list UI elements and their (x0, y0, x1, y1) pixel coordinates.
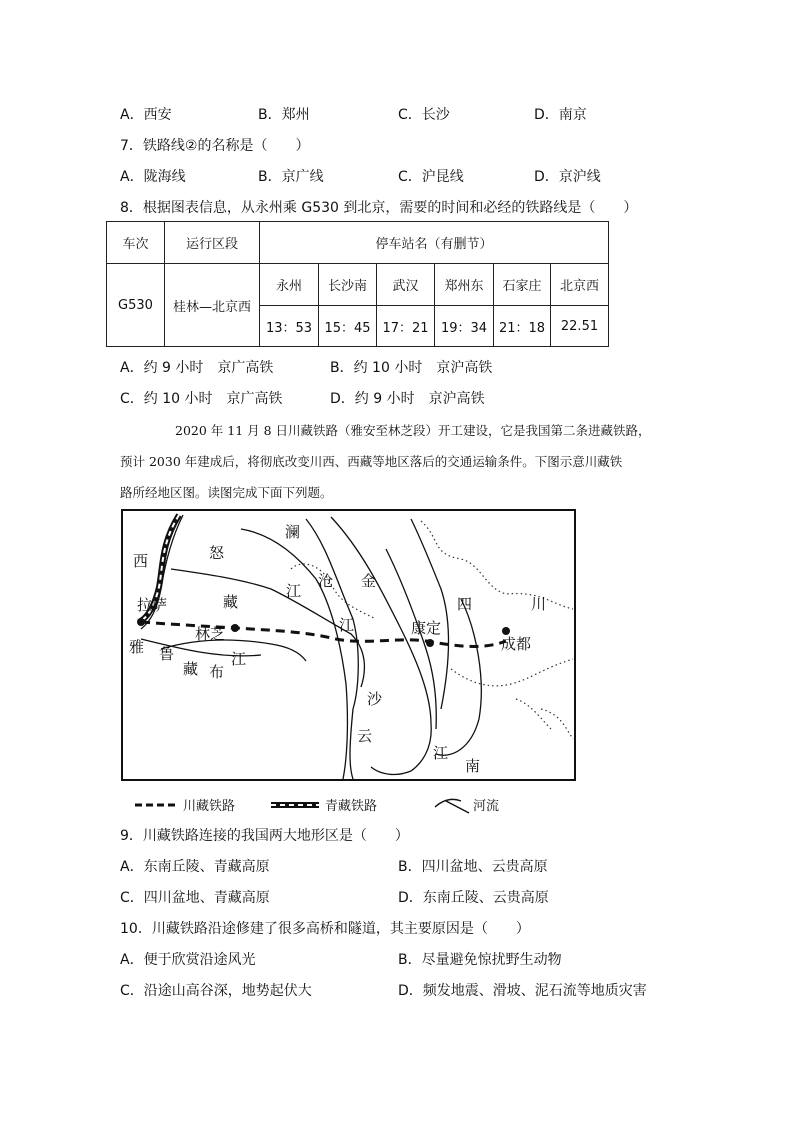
table-time: 21：18 (494, 306, 551, 347)
map-label-lhasa: 拉萨 (137, 596, 168, 614)
table-time: 13：53 (260, 306, 319, 347)
map-label: 藏 (183, 660, 199, 678)
q10-option-a[interactable]: A．便于欣赏沿途风光 (120, 952, 256, 968)
q8-option-d[interactable]: D．约 9 小时 京沪高铁 (330, 391, 485, 407)
q9-option-d[interactable]: D．东南丘陵、云贵高原 (398, 890, 549, 906)
table-header-stations: 停车站名（有删节） (260, 222, 609, 264)
map-label: 布 (209, 663, 225, 681)
q10-option-b[interactable]: B．尽量避免惊扰野生动物 (398, 952, 562, 968)
map-label: 四 (457, 595, 473, 613)
q9-stem: 9．川藏铁路连接的我国两大地形区是（ ） (120, 828, 409, 844)
q7-option-a[interactable]: A．陇海线 (120, 169, 186, 185)
q9-option-c[interactable]: C．四川盆地、青藏高原 (120, 890, 270, 906)
q6-option-b[interactable]: B．郑州 (258, 107, 310, 123)
q9-option-a[interactable]: A．东南丘陵、青藏高原 (120, 859, 270, 875)
q8-stem: 8．根据图表信息，从永州乘 G530 到北京，需要的时间和必经的铁路线是（ ） (120, 200, 638, 216)
table-station: 郑州东 (435, 264, 494, 306)
q9-option-b[interactable]: B．四川盆地、云贵高原 (398, 859, 548, 875)
table-station: 长沙南 (319, 264, 377, 306)
table-time: 22.51 (551, 306, 609, 347)
table-station: 北京西 (551, 264, 609, 306)
kangding-dot (426, 639, 434, 647)
linzhi-dot (231, 624, 239, 632)
table-time: 17：21 (377, 306, 435, 347)
q6-option-c[interactable]: C．长沙 (398, 107, 450, 123)
map-label-linzhi: 林芝 (195, 625, 226, 643)
passage-text (120, 415, 676, 508)
table-section: 桂林—北京西 (165, 264, 260, 347)
q7-option-c[interactable]: C．沪昆线 (398, 169, 464, 185)
table-train-number: G530 (107, 264, 165, 347)
table-station: 武汉 (377, 264, 435, 306)
q6-option-d[interactable]: D．南京 (534, 107, 587, 123)
map-label: 云 (357, 727, 373, 745)
q8-option-a[interactable]: A．约 9 小时 京广高铁 (120, 360, 274, 376)
passage-line: 2020 年 11 月 8 日川藏铁路（雅安至林芝段）开工建设，它是我国第二条进藏铁路， (175, 423, 651, 438)
q10-option-c[interactable]: C．沿途山高谷深，地势起伏大 (120, 983, 312, 999)
q8-option-c[interactable]: C．约 10 小时 京广高铁 (120, 391, 283, 407)
passage-line: 预计 2030 年建成后，将彻底改变川西、西藏等地区落后的交通运输条件。下图示意川藏铁 (120, 454, 623, 469)
q10-stem: 10．川藏铁路沿途修建了很多高桥和隧道，其主要原因是（ ） (120, 921, 530, 937)
map-label: 江 (286, 582, 302, 600)
table-station: 永州 (260, 264, 319, 306)
q7-option-b[interactable]: B．京广线 (258, 169, 324, 185)
map-label: 江 (433, 744, 449, 762)
q8-option-b[interactable]: B．约 10 小时 京沪高铁 (330, 360, 493, 376)
map-label: 澜 (285, 523, 301, 541)
q7-stem: 7．铁路线②的名称是（ ） (120, 138, 310, 154)
table-header-train: 车次 (107, 222, 165, 264)
map-label: 川 (531, 595, 547, 613)
map-label: 江 (339, 616, 355, 634)
map-label: 雅 (129, 638, 145, 656)
q6-option-a[interactable]: A．西安 (120, 107, 172, 123)
table-header-section: 运行区段 (165, 222, 260, 264)
passage-line: 路所经地区图。读图完成下面下列题。 (120, 485, 333, 500)
map-label: 沙 (367, 690, 383, 708)
table-time: 15：45 (319, 306, 377, 347)
map-label: 怒 (209, 544, 225, 562)
train-schedule-table (106, 221, 609, 347)
map-label: 江 (231, 650, 247, 668)
map-label-kangding: 康定 (411, 619, 442, 637)
map-label: 沧 (318, 572, 334, 590)
map-label: 藏 (223, 593, 239, 611)
q10-option-d[interactable]: D．频发地震、滑坡、泥石流等地质灾害 (398, 983, 647, 999)
map-label: 西 (133, 552, 149, 570)
legend-label: 河流 (473, 799, 500, 814)
legend-label: 川藏铁路 (183, 799, 236, 814)
chengdu-dot (502, 627, 510, 635)
q7-option-d[interactable]: D．京沪线 (534, 169, 601, 185)
table-station: 石家庄 (494, 264, 551, 306)
map-label: 金 (361, 572, 377, 590)
map-label-chengdu: 成都 (501, 635, 532, 653)
map-label: 鲁 (159, 645, 175, 663)
lhasa-dot (137, 618, 145, 626)
table-time: 19：34 (435, 306, 494, 347)
map-label: 南 (465, 757, 481, 775)
sichuan-tibet-railway-map (121, 509, 577, 821)
legend-label: 青藏铁路 (325, 799, 378, 814)
legend-river-symbol (435, 799, 469, 813)
